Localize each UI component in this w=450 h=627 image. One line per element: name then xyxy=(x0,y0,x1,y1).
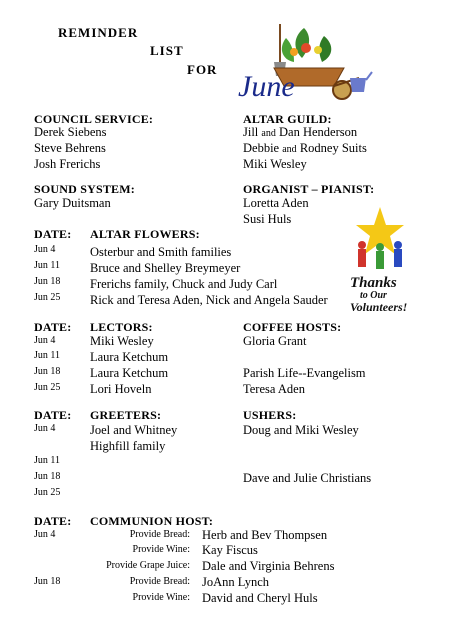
communion-date-heading: DATE: xyxy=(34,514,72,528)
month-title: June xyxy=(238,70,295,103)
communion-label: Provide Bread: xyxy=(129,576,190,587)
coffee-heading: COFFEE HOSTS: xyxy=(243,320,342,334)
council-name: Josh Frerichs xyxy=(34,157,101,171)
lectors-date: Jun 4 xyxy=(34,335,56,346)
communion-name: David and Cheryl Huls xyxy=(202,591,318,605)
lectors-name: Miki Wesley xyxy=(90,334,154,348)
greeters-date-heading: DATE: xyxy=(34,408,72,422)
ushers-name: Doug and Miki Wesley xyxy=(243,423,359,437)
council-name: Derek Siebens xyxy=(34,125,107,139)
title-reminder: REMINDER xyxy=(58,25,139,40)
communion-name: Dale and Virginia Behrens xyxy=(202,559,335,573)
coffee-name: Teresa Aden xyxy=(243,382,305,396)
greeters-name: Highfill family xyxy=(90,439,166,453)
communion-name: JoAnn Lynch xyxy=(202,575,270,589)
volunteers-clipart xyxy=(348,205,412,275)
council-heading: COUNCIL SERVICE: xyxy=(34,112,154,126)
flowers-text: Frerichs family, Chuck and Judy Carl xyxy=(90,277,278,291)
organist-heading: ORGANIST – PIANIST: xyxy=(243,182,375,196)
flowers-date-heading: DATE: xyxy=(34,227,72,241)
communion-date: Jun 4 xyxy=(34,529,56,540)
altar-guild-heading: ALTAR GUILD: xyxy=(243,112,332,126)
sound-name: Gary Duitsman xyxy=(34,196,111,210)
greeters-heading: GREETERS: xyxy=(90,408,162,422)
organist-name: Loretta Aden xyxy=(243,196,309,210)
flowers-date: Jun 18 xyxy=(34,276,61,287)
greeters-date: Jun 4 xyxy=(34,423,56,434)
altar-guild-row: Debbie and Rodney Suits xyxy=(243,141,367,155)
communion-label: Provide Grape Juice: xyxy=(106,560,190,571)
greeters-date: Jun 11 xyxy=(34,455,61,466)
communion-label: Provide Wine: xyxy=(132,544,190,555)
flowers-text: Osterbur and Smith families xyxy=(90,245,232,259)
communion-label: Provide Wine: xyxy=(132,592,190,603)
lectors-name: Laura Ketchum xyxy=(90,366,169,380)
star-people-icon xyxy=(348,205,412,275)
organist-name: Susi Huls xyxy=(243,212,292,226)
communion-name: Herb and Bev Thompsen xyxy=(202,528,328,542)
flowers-date: Jun 25 xyxy=(34,292,61,303)
communion-date: Jun 18 xyxy=(34,576,61,587)
altar-guild-row: Jill and Dan Henderson xyxy=(243,125,358,139)
communion-name: Kay Fiscus xyxy=(202,543,258,557)
communion-heading: COMMUNION HOST: xyxy=(90,514,214,528)
ushers-heading: USHERS: xyxy=(243,408,297,422)
ushers-name: Dave and Julie Christians xyxy=(243,471,372,485)
coffee-name: Gloria Grant xyxy=(243,334,307,348)
lectors-heading: LECTORS: xyxy=(90,320,153,334)
lectors-date: Jun 11 xyxy=(34,350,61,361)
flowers-heading: ALTAR FLOWERS: xyxy=(90,227,200,241)
flowers-text: Rick and Teresa Aden, Nick and Angela Sauder xyxy=(90,293,328,307)
lectors-date: Jun 25 xyxy=(34,382,61,393)
council-name: Steve Behrens xyxy=(34,141,106,155)
sound-heading: SOUND SYSTEM: xyxy=(34,182,135,196)
greeters-name: Joel and Whitney xyxy=(90,423,178,437)
greeters-date: Jun 18 xyxy=(34,471,61,482)
lectors-date-heading: DATE: xyxy=(34,320,72,334)
flowers-text: Bruce and Shelley Breymeyer xyxy=(90,261,241,275)
altar-guild-row: Miki Wesley xyxy=(243,157,307,171)
title-list: LIST xyxy=(150,43,184,58)
lectors-name: Laura Ketchum xyxy=(90,350,169,364)
flowers-date: Jun 11 xyxy=(34,260,61,271)
title-for: FOR xyxy=(187,62,218,77)
lectors-name: Lori Hoveln xyxy=(90,382,152,396)
flowers-date: Jun 4 xyxy=(34,244,56,255)
greeters-date: Jun 25 xyxy=(34,487,61,498)
communion-label: Provide Bread: xyxy=(129,529,190,540)
lectors-date: Jun 18 xyxy=(34,366,61,377)
thanks-text: Thanks to Our Volunteers! xyxy=(350,275,408,314)
coffee-name: Parish Life--Evangelism xyxy=(243,366,366,380)
